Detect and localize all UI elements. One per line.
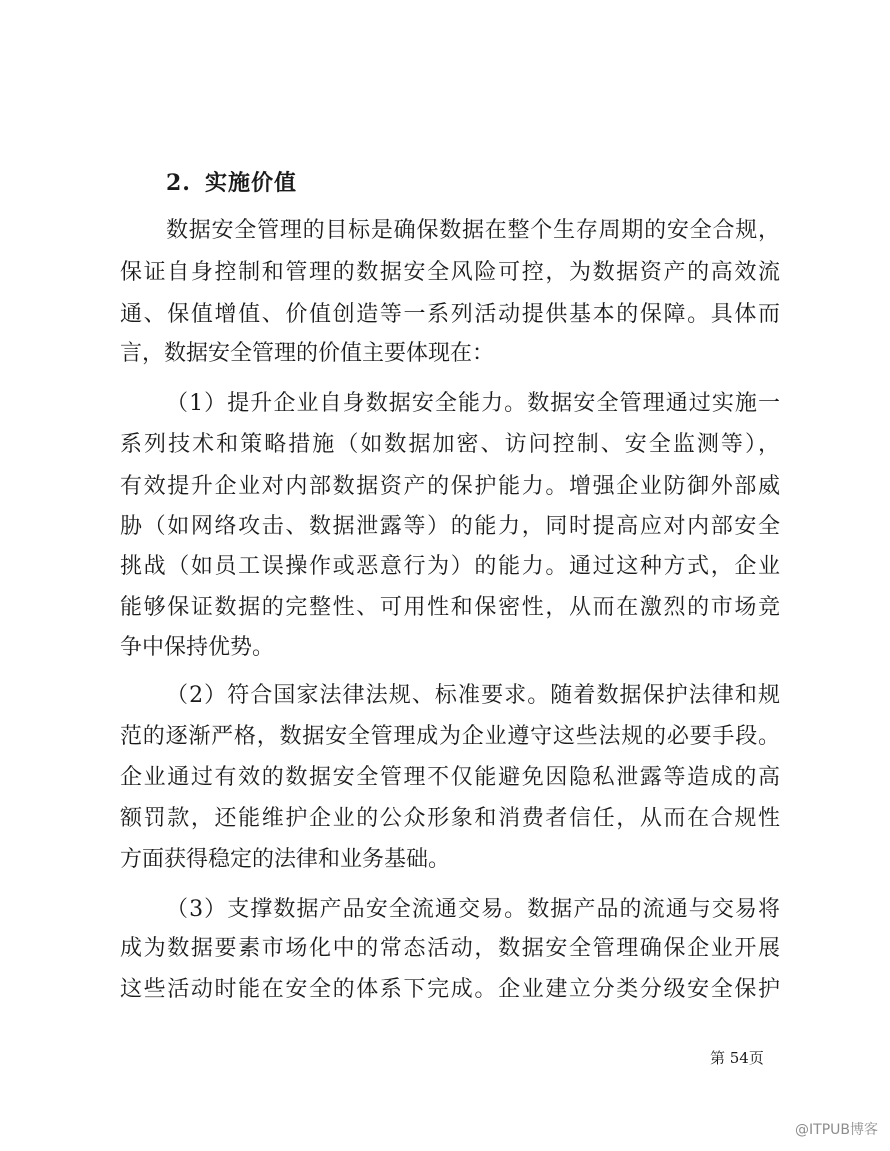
section-heading xyxy=(166,166,297,197)
paragraph-line: 成为数据要素市场化中的常态活动，数据安全管理确保企业开展 xyxy=(120,936,780,961)
paragraph-line: 胁（如网络攻击、数据泄露等）的能力，同时提高应对内部安全 xyxy=(120,514,780,539)
paragraph-line: 挑战（如员工误操作或恶意行为）的能力。通过这种方式，企业 xyxy=(120,554,780,579)
paragraph-line: 保证自身控制和管理的数据安全风险可控，为数据资产的高效流 xyxy=(120,260,780,285)
page-number: 第 54页 xyxy=(710,1049,764,1067)
paragraph-line: （3）支撑数据产品安全流通交易。数据产品的流通与交易将 xyxy=(166,897,780,922)
paragraph-line: 系列技术和策略措施（如数据加密、访问控制、安全监测等）， xyxy=(120,432,780,457)
paragraph-line: 争中保持优势。 xyxy=(120,635,275,660)
paragraph-line: 范的逐渐严格，数据安全管理成为企业遵守这些法规的必要手段。 xyxy=(120,724,780,749)
section-title: 实施价值 xyxy=(204,170,297,196)
paragraph-line: 数据安全管理的目标是确保数据在整个生存周期的安全合规， xyxy=(166,218,780,243)
watermark: @ITPUB博客 xyxy=(795,1122,878,1138)
paragraph-line: 方面获得稳定的法律和业务基础。 xyxy=(120,847,451,872)
paragraph-line: 企业通过有效的数据安全管理不仅能避免因隐私泄露等造成的高 xyxy=(120,765,780,790)
paragraph-line: （2）符合国家法律法规、标准要求。随着数据保护法律和规 xyxy=(166,683,780,708)
section-number: 2. xyxy=(166,170,191,196)
paragraph-line: 能够保证数据的完整性、可用性和保密性，从而在激烈的市场竞 xyxy=(120,595,780,620)
paragraph-line: （1）提升企业自身数据安全能力。数据安全管理通过实施一 xyxy=(166,391,780,416)
paragraph-line: 通、保值增值、价值创造等一系列活动提供基本的保障。具体而 xyxy=(120,302,780,327)
paragraph-line: 这些活动时能在安全的体系下完成。企业建立分类分级安全保护 xyxy=(120,977,780,1002)
paragraph-line: 有效提升企业对内部数据资产的保护能力。增强企业防御外部威 xyxy=(120,474,780,499)
paragraph-line: 额罚款，还能维护企业的公众形象和消费者信任，从而在合规性 xyxy=(120,806,780,831)
paragraph-line: 言，数据安全管理的价值主要体现在： xyxy=(120,341,495,366)
